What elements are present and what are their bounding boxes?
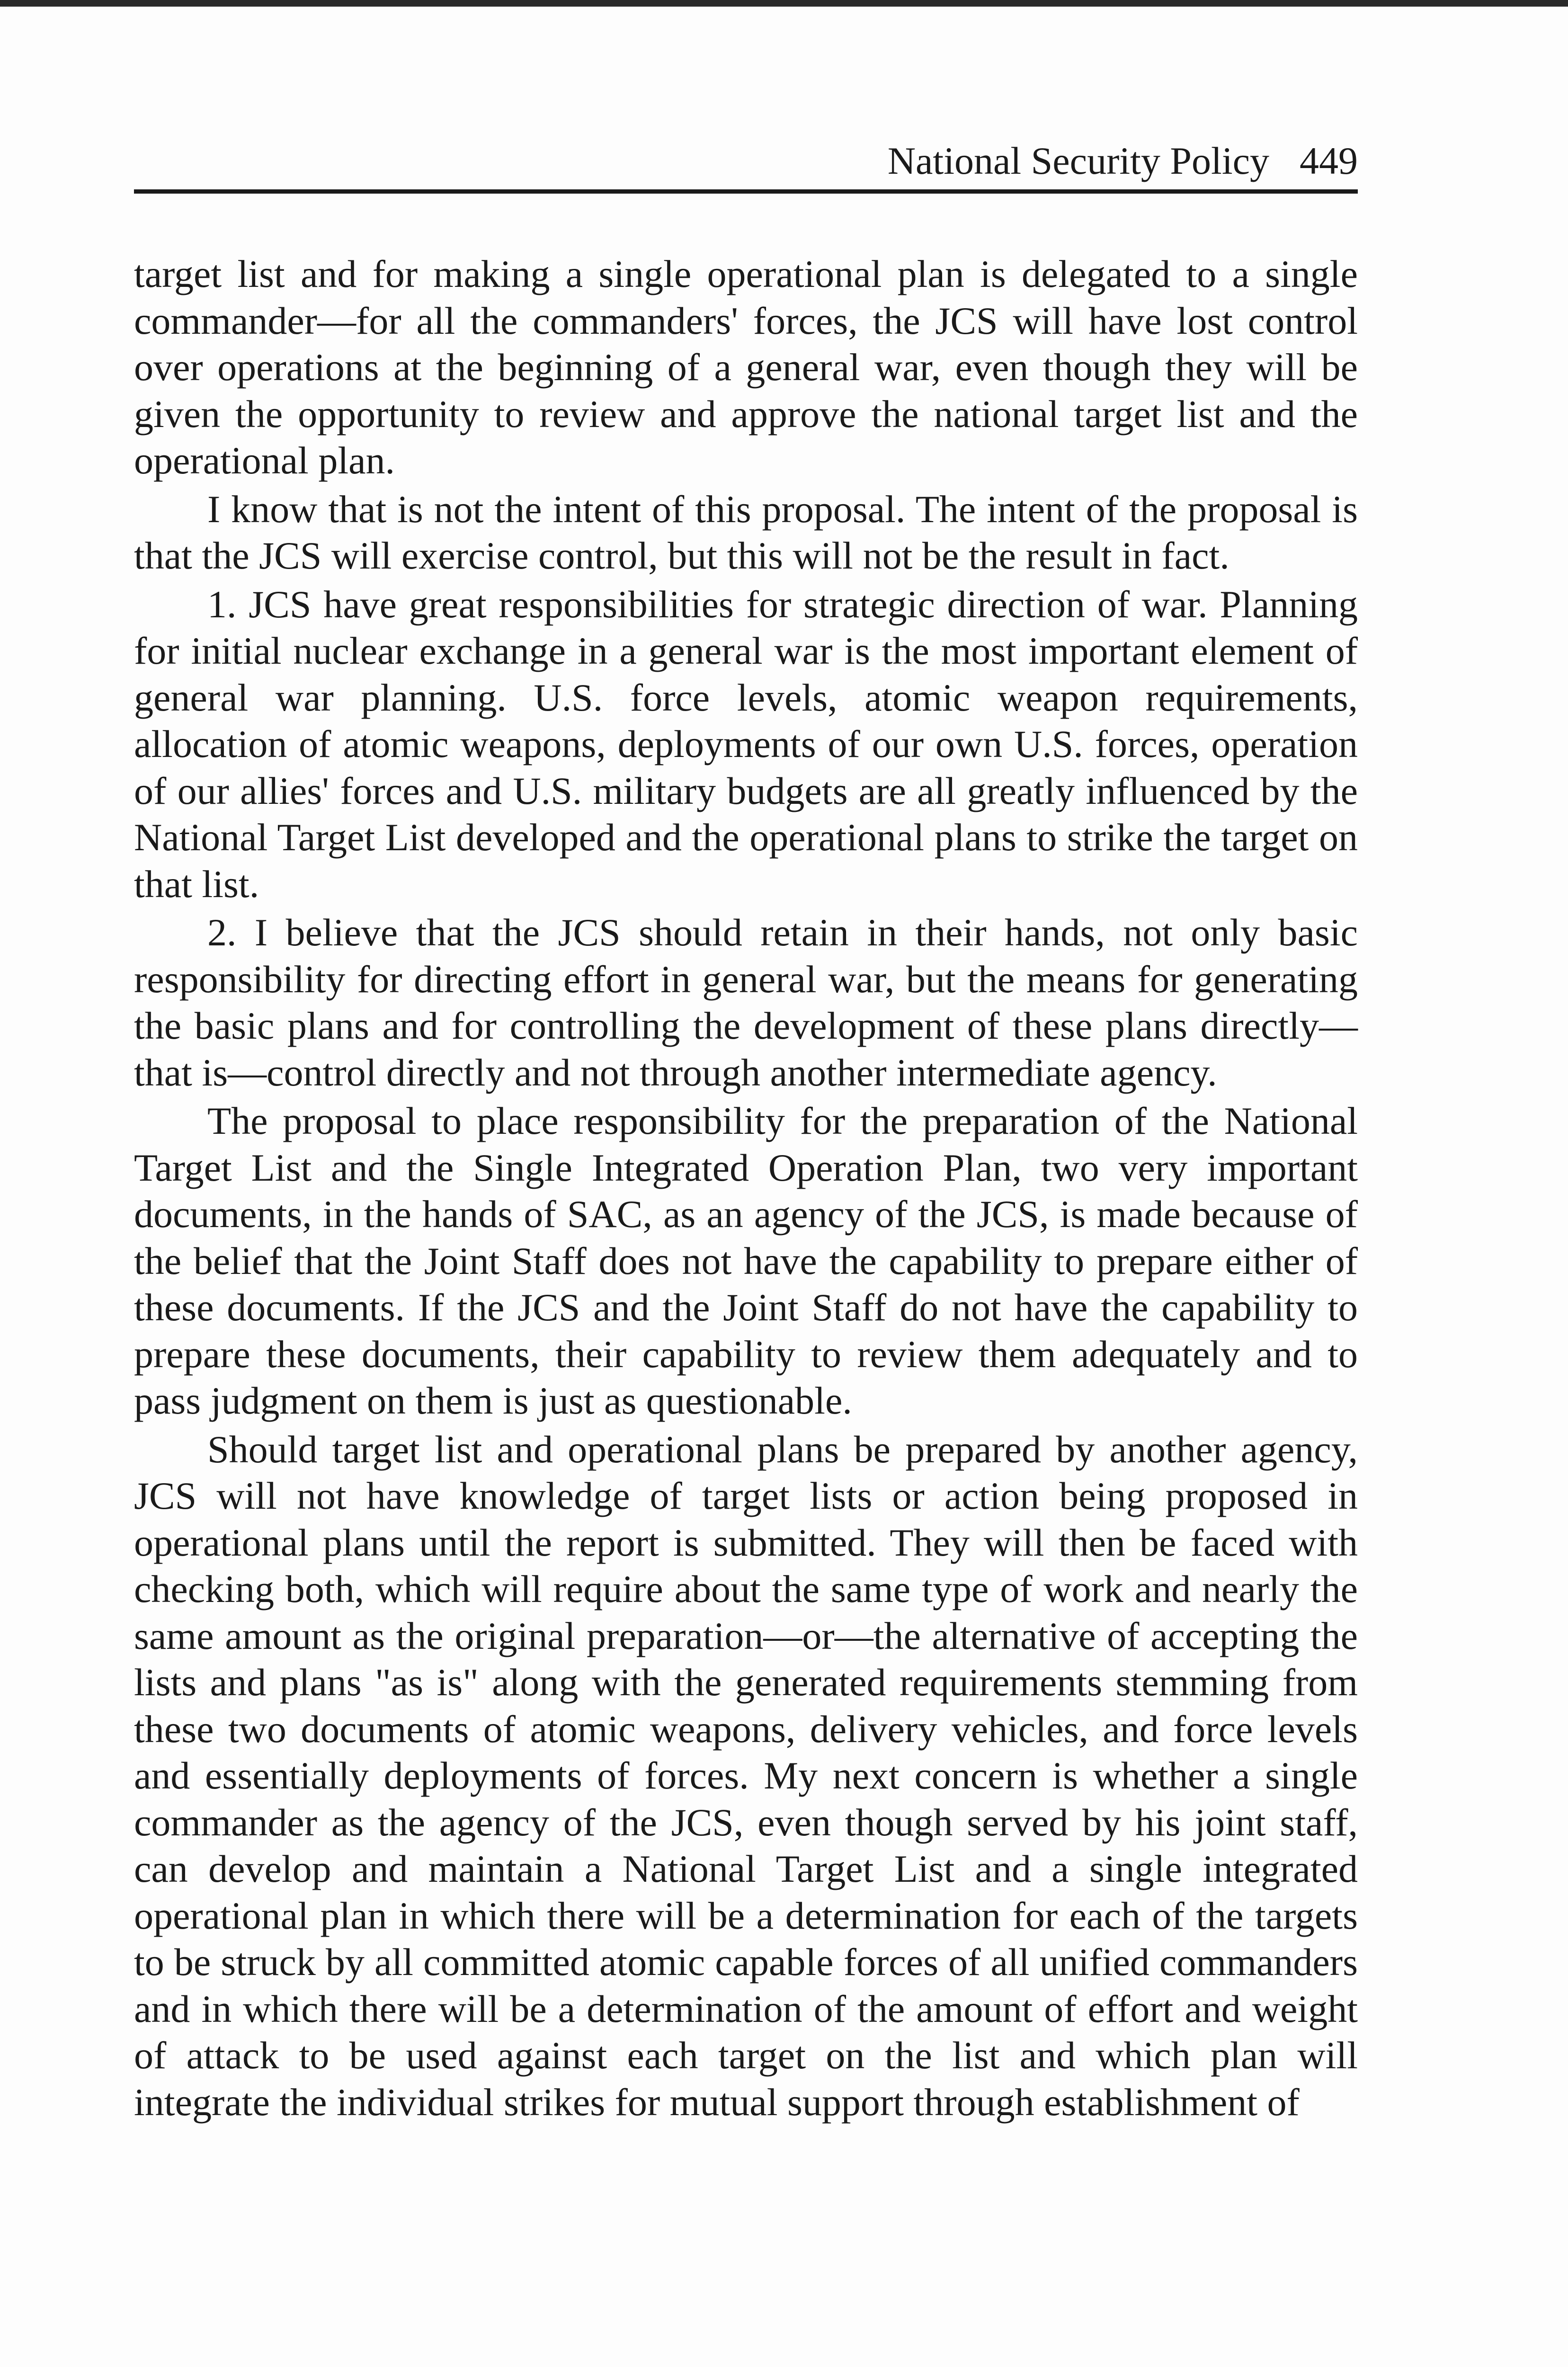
running-header-title: National Security Policy [887, 139, 1269, 182]
page-number: 449 [1300, 139, 1358, 182]
running-header [134, 133, 1358, 194]
paragraph: I know that is not the intent of this proposal. The intent of the proposal is that the JCS will exercise control, but this will not be the result in fact. [134, 487, 1358, 577]
paragraph: Should target list and operational plans be prepared by another agency, JCS will not have knowledge of target lists or action being proposed in operational plans until the report is submitted. They will then be faced with checking both, which will require about the same type of work and nearly the same amount as the original preparation—or—the alternative of accepting the lists and plans "as is" along with the generated requirements stemming from these two documents of atomic weapons, delivery vehicles, and force levels and essentially deployments of forces. My next concern is whether a single commander as the agency of the JCS, even though served by his joint staff, can develop and maintain a National Target List and a single integrated operational plan in which there will be a determination for each of the targets to be struck by all committed atomic capable forces of all unified commanders and in which there will be a determination of the amount of effort and weight of attack to be used against each target on the list and which plan will integrate the individual strikes for mutual support through establishment of [134, 1427, 1358, 2124]
paragraph-numbered-1: 1. JCS have great responsibilities for strategic direction of war. Planning for initial nuclear exchange in a general war is the most important element of general war planning. U.S. force levels, atomic weapon requirements, allocation of atomic weapons, deployments of our own U.S. forces, operation of our allies' forces and U.S. military budgets are all greatly influenced by the National Target List developed and the operational plans to strike the target on that list. [134, 582, 1358, 906]
paragraph: The proposal to place responsibility for the preparation of the National Target List and the Single Integrated Operation Plan, two very important documents, in the hands of SAC, as an agency of the JCS, is made because of the belief that the Joint Staff does not have the capability to prepare either of these documents. If the JCS and the Joint Staff do not have the capability to prepare these documents, their capability to review them adequately and to pass judgment on them is just as questionable. [134, 1099, 1358, 1422]
paragraph-continued: target list and for making a single operational plan is delegated to a single commander—for all the commanders' forces, the JCS will have lost control over operations at the beginning of a general war, even though they will be given the opportunity to review and approve the national target list and the operational plan. [134, 252, 1358, 482]
paragraph-numbered-2: 2. I believe that the JCS should retain in their hands, not only basic responsibility for directing effort in general war, but the means for generating the basic plans and for controlling the development of these plans directly—that is—control directly and not through another intermediate agency. [134, 911, 1358, 1094]
scan-top-edge [0, 0, 1568, 7]
body-text [134, 251, 1358, 2127]
